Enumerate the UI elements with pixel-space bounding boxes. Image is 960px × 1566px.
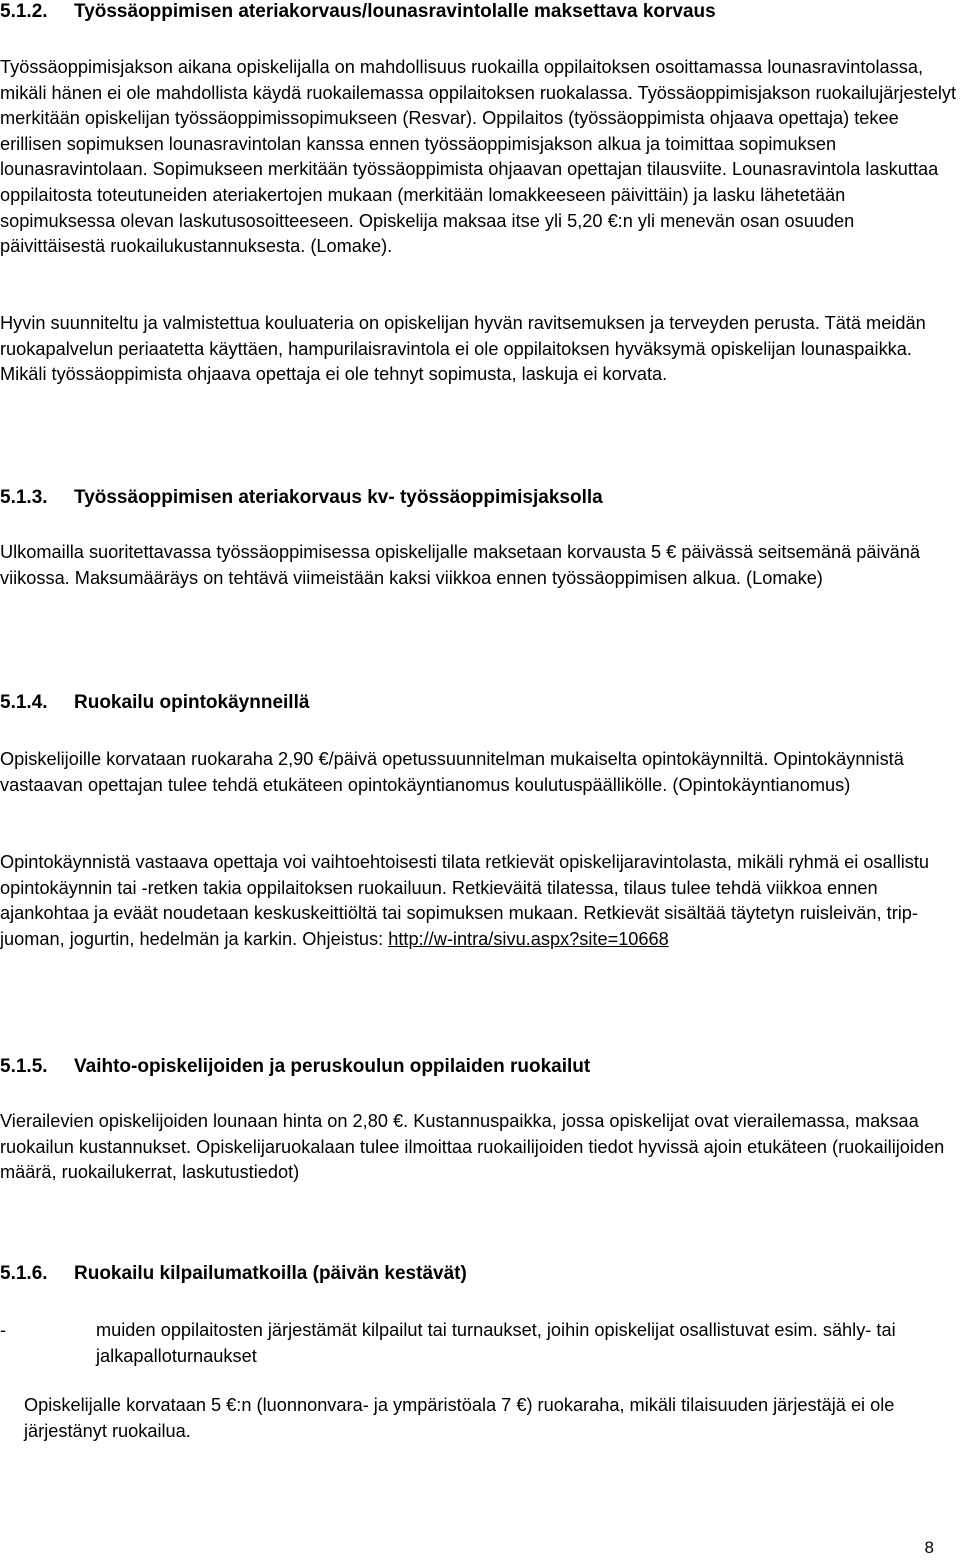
section-number: 5.1.4. [0, 692, 48, 713]
section-heading-5-1-5 [0, 1055, 590, 1079]
section-5-1-6-paragraph-1 [24, 1393, 944, 1444]
section-number: 5.1.2. [0, 1, 48, 22]
paragraph: Työssäoppimisjakson aikana opiskelijalla on mahdollisuus ruokailla oppilaitoksen osoittamassa lounasravintolassa, mikäli hänen ei ole mahdollista käydä ruokailemassa oppilaitoksen ruokalassa. Työssäoppimisjakson ruokailujärjestelyt merkitään opiskelijan työssäoppimissopimukseen (Resvar). Oppilaitos (työssäoppimista ohjaava opettaja) tekee erillisen sopimuksen lounasravintolan kanssa ennen työssäoppimisjakson alkua ja toimittaa sopimuksen lounasravintolaan. Sopimukseen merkitään työssäoppimista ohjaavan opettajan tilausviite. Lounasravintola laskuttaa oppilaitosta toteutuneiden ateriakertojen mukaan (merkitään lomakkeeseen päivittäin) ja lasku lähetetään sopimuksessa olevan laskutusosoitteeseen. Opiskelija maksaa itse yli 5,20 €:n yli menevän osan osuuden päivittäisestä ruokailukustannuksesta. (Lomake). [0, 57, 957, 257]
section-heading-5-1-2 [0, 0, 716, 24]
instructions-link[interactable]: http://w-intra/sivu.aspx?site=10668 [388, 928, 669, 949]
section-title: Ruokailu kilpailumatkoilla (päivän kestävät) [74, 1263, 467, 1284]
section-heading-5-1-3 [0, 486, 603, 510]
paragraph: Hyvin suunniteltu ja valmistettua kouluateria on opiskelijan hyvän ravitsemuksen ja terveyden perusta. Tätä meidän ruokapalvelun periaatetta käyttäen, hampurilaisravintola ei ole oppilaitoksen hyväksymä opiskelijan lounaspaikka. Mikäli työssäoppimista ohjaava opettaja ei ole tehnyt sopimusta, laskuja ei korvata. [0, 313, 926, 385]
section-5-1-4-paragraph-2 [0, 850, 956, 952]
paragraph-text: Opintokäynnistä vastaava opettaja voi vaihtoehtoisesti tilata retkievät opiskelijaravintolasta, mikäli ryhmä ei osallistu opintokäynnin tai -retken takia oppilaitoksen ruokailuun. Retkieväitä tilatessa, tilaus tulee tehdä viikkoa ennen ajankohtaa ja eväät noudetaan keskuskeittiöltä tai sopimuksen mukaan. Retkievät sisältää täytetyn ruisleivän, trip-juoman, jogurtin, hedelmän ja karkin. Ohjeistus: [0, 852, 930, 949]
paragraph: Opiskelijoille korvataan ruokaraha 2,90 €/päivä opetussuunnitelman mukaiselta opintokäynniltä. Opintokäynnistä vastaavan opettajan tulee tehdä etukäteen opintokäyntianomus koulutuspäällikölle. (Opintokäyntianomus) [0, 749, 904, 795]
section-number: 5.1.3. [0, 487, 48, 508]
section-5-1-2-paragraph-1 [0, 55, 956, 260]
paragraph: Ulkomailla suoritettavassa työssäoppimisessa opiskelijalle maksetaan korvausta 5 € päivässä seitsemänä päivänä viikossa. Maksumääräys on tehtävä viimeistään kaksi viikkoa ennen työssäoppimisen alkua. (Lomake) [0, 542, 920, 588]
section-5-1-4-paragraph-1 [0, 747, 956, 798]
paragraph [0, 850, 956, 952]
page-number: 8 [924, 1538, 934, 1557]
section-title: Ruokailu opintokäynneillä [74, 692, 310, 713]
section-heading-5-1-4 [0, 691, 309, 715]
section-5-1-5-paragraph-1 [0, 1109, 956, 1186]
section-heading-5-1-6 [0, 1262, 467, 1286]
section-number: 5.1.5. [0, 1056, 48, 1077]
section-5-1-2-paragraph-2 [0, 311, 956, 388]
section-title: Työssäoppimisen ateriakorvaus/lounasravintolalle maksettava korvaus [74, 1, 716, 22]
section-title: Vaihto-opiskelijoiden ja peruskoulun oppilaiden ruokailut [74, 1056, 591, 1077]
paragraph: Vierailevien opiskelijoiden lounaan hinta on 2,80 €. Kustannuspaikka, jossa opiskelijat ovat vierailemassa, maksaa ruokailun kustannukset. Opiskelijaruokalaan tulee ilmoittaa ruokailijoiden tiedot hyvissä ajoin etukäteen (ruokailijoiden määrä, ruokailukerrat, laskutustiedot) [0, 1111, 945, 1183]
list-dash: - [0, 1320, 7, 1340]
section-title: Työssäoppimisen ateriakorvaus kv- työssäoppimisjaksolla [74, 487, 603, 508]
section-5-1-3-paragraph-1 [0, 540, 956, 591]
paragraph: Opiskelijalle korvataan 5 €:n (luonnonvara- ja ympäristöala 7 €) ruokaraha, mikäli tilaisuuden järjestäjä ei ole järjestänyt ruokailua. [24, 1395, 895, 1441]
bullet-list [0, 1318, 940, 1369]
list-item: muiden oppilaitosten järjestämät kilpailut tai turnaukset, joihin opiskelijat osallistuvat esim. sähly- tai jalkapalloturnaukset [96, 1320, 896, 1366]
section-number: 5.1.6. [0, 1263, 48, 1284]
